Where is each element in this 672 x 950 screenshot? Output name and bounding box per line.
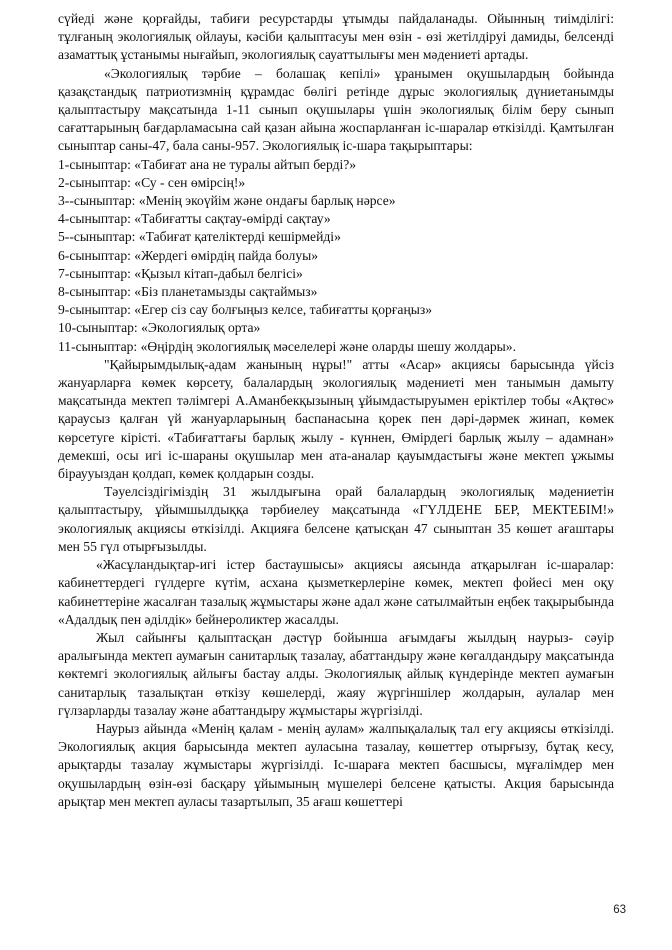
paragraph-tree-planting: Наурыз айында «Менің қалам - менің аулам» жалпықалалық тал егу акциясы өткізілді. Экологиялық акция барысында мектеп ауласына тазалау, көшеттер отырғызу, бұтақ кесу, арықтарды тазалау жұмыстары жүргізілді. Іс-шараға мектеп басшысы, мұғалімдер мен оқушылардың өзін-өзі басқару ұйымының мүшелері белсене қатысты. Акция барысында арықтар мен мектеп ауласы тазартылып, 35 ағаш көшеттері	[58, 720, 614, 809]
document-page	[58, 10, 614, 811]
list-item: 9-сыныптар: «Егер сіз сау болғыңыз келсе, табиғатты қорғаңыз»	[58, 302, 433, 318]
list-item: 8-сыныптар: «Біз планетамызды сақтаймыз»	[58, 284, 318, 300]
list-item: 6-сыныптар: «Жердегі өмірдің пайда болуы»	[58, 247, 319, 263]
list-item: 4-сыныптар: «Табиғатты сақтау-өмірді сақтау»	[58, 211, 331, 227]
list-item: 7-сыныптар: «Қызыл кітап-дабыл белгісі»	[58, 265, 303, 281]
list-item: 2-сыныптар: «Су - сен өмірсің!»	[58, 174, 246, 190]
list-item: 11-сыныптар: «Өңірдің экологиялық мәселелері және оларды шешу жолдары».	[58, 338, 516, 354]
list-item: 10-сыныптар: «Экологиялық орта»	[58, 320, 261, 336]
topics-list	[58, 156, 614, 356]
paragraph-independence-action: Тәуелсіздігіміздің 31 жылдығына орай балалардың экологиялық мәдениетін қалыптастыру, ұйымшылдыққа тәрбиелеу мақсатында «ГҮЛДЕНЕ БЕР, МЕКТЕБІМ!» экологиялық акциясы өткізілді. Акцияға белсене қатысқан 47 сыныптан 35 көшет ағаштары мен 55 гүл отырғызылды.	[58, 484, 614, 554]
list-item: 5--сыныптар: «Табиғат қателіктерді кешірмейді»	[58, 229, 341, 245]
paragraph-continuation: сүйеді және қорғайды, табиғи ресурстарды ұтымды пайдаланады. Ойынның тиімділігі: тұлғаның экологиялық ойлауы, кәсіби қалыптасуы мен өзін - өзі жетілдіруі дамиды, белсенді азаматтық ұстанымы нығайып, экологиялық сауаттылығы мен мәдениеті артады.	[58, 11, 614, 63]
list-item: 3--сыныптар: «Менің экоүйім және ондағы барлық нәрсе»	[58, 193, 396, 209]
paragraph-ecological-education: «Экологиялық тәрбие – болашақ кепілі» ұранымен оқушылардың бойында қазақстандық патриотизмнің құрамдас бөлігі ретінде дұрыс экологиялық дүниетанымды қалыптастыру мақсатында 1-11 сынып оқушылары үшін экологиялық білім беру сынып сағаттарының бағдарламасына сай қазан айына жоспарланған іс-шаралар өткізілді. Қамтылған сыныптар саны-47, бала саны-957. Экологиялық іс-шара тақырыптары:	[58, 65, 614, 154]
list-item: 1-сыныптар: «Табиғат ана не туралы айтып берді?»	[58, 156, 357, 172]
paragraph-spring-month: Жыл сайынғы қалыптасқан дәстүр бойынша ағымдағы жылдың наурыз- сәуір аралығында мектеп аумағын санитарлық тазалау, абаттандыру және көгалдандыру мақсатында көктемгі экологиялық айлығы бастау алды. Экологиялық айлық күндерінде мектеп аумағын санитарлық тазалықтан өткізу көшелерді, жаяу жүргіншілер жолдарын, аулалар мен гүлзарларды тазалау және абаттандыру жұмыстары жүргізілді.	[58, 629, 614, 718]
page-number: 63	[613, 904, 626, 916]
paragraph-asar-action: "Қайырымдылық-адам жанының нұры!" атты «Асар» акциясы барысында үйсіз жануарларға көмек көрсету, балалардың экологиялық мәдениеті мен танымын дамыту мақсатында мектеп тәлімгері А.Аманбекқызының ұйымдастыруымен еріктілер тобы «Ақтөс» қараусыз қалған үй жануарларының баспанасына қорек пен дәрі-дәрмек жинап, көмек көрсетуге кірісті. «Табиғаттағы барлық жылу - күннен, Өмірдегі барлық жылу – адамнан» демекші, осы игі іс-шараны оқушылар мен ата-аналар қауымдастығы және мектеп ұжымы біраууыздан қолдап, көмек қолдарын созды.	[58, 356, 614, 482]
paragraph-zhasulan-action: «Жасұландықтар-игі істер бастаушысы» акциясы аясында атқарылған іс-шаралар: кабинеттердегі гүлдерге күтім, асхана қызметкерлеріне көмек, мектеп фойесі мен оқу кабинеттеріне жасалған тазалық жұмыстары және адал және сатылмайтын еңбек тақырыбында «Адалдық пен әділдік» бейнероликтер жасалды.	[58, 557, 614, 627]
